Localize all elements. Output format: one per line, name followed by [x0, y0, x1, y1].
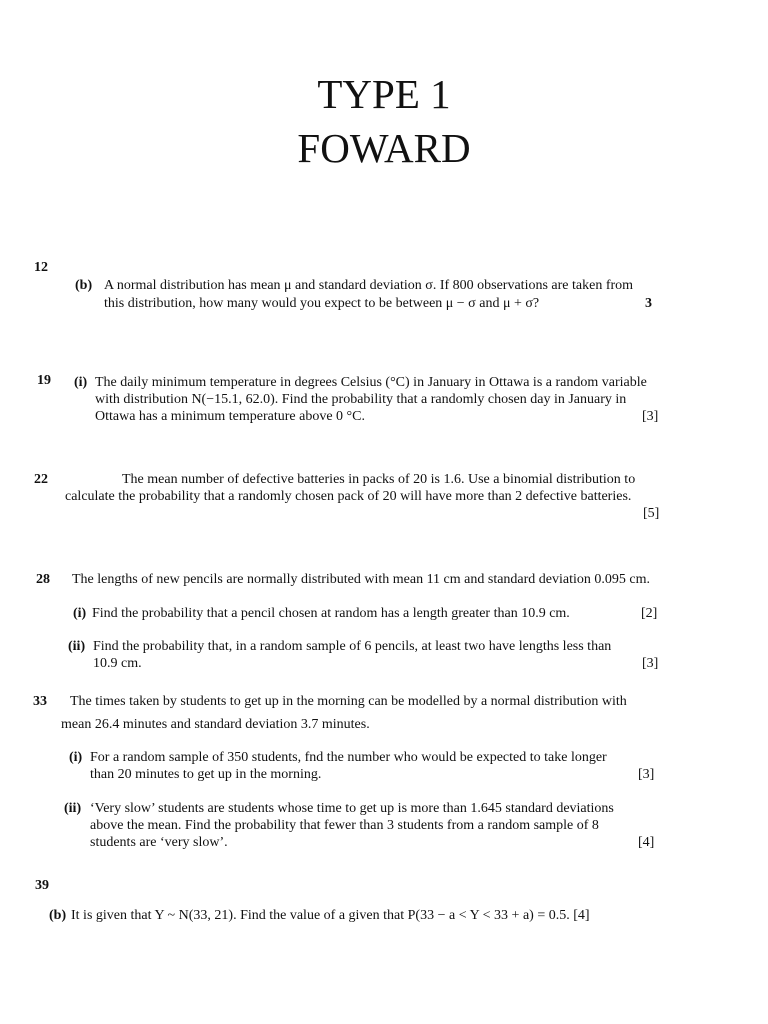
part-label: (b)	[75, 278, 93, 293]
part-label: (i)	[73, 606, 87, 621]
question-text-line: For a random sample of 350 students, fnd the number who would be expected to take longer	[90, 750, 607, 765]
question-text-line: The daily minimum temperature in degrees Celsius (°C) in January in Ottawa is a random variable	[95, 375, 647, 390]
question-number: 33	[33, 694, 47, 709]
question-text-line: than 20 minutes to get up in the morning.	[90, 767, 322, 782]
title-line-1: TYPE 1	[317, 71, 451, 117]
question-text-line: The mean number of defective batteries in packs of 20 is 1.6. Use a binomial distribution to	[122, 472, 636, 487]
mark-label: 3	[645, 296, 652, 311]
part-label: (i)	[69, 750, 83, 765]
question-text-line: students are ‘very slow’.	[90, 835, 228, 850]
question-text-line: Ottawa has a minimum temperature above 0 °C.	[95, 409, 365, 424]
mark-label: [3]	[642, 409, 659, 424]
question-stem: The times taken by students to get up in the morning can be modelled by a normal distribution with	[70, 694, 627, 709]
question-text-line: with distribution N(−15.1, 62.0). Find the probability that a randomly chosen day in January in	[95, 392, 627, 407]
question-text-line: above the mean. Find the probability that fewer than 3 students from a random sample of 8	[90, 818, 599, 833]
question-text-line: calculate the probability that a randomly chosen pack of 20 will have more than 2 defective batteries.	[65, 489, 632, 504]
part-label: (i)	[74, 375, 88, 390]
mark-label: [5]	[643, 506, 660, 521]
question-stem: The lengths of new pencils are normally distributed with mean 11 cm and standard deviation 0.095 cm.	[72, 572, 650, 587]
question-text-line: Find the probability that, in a random sample of 6 pencils, at least two have lengths less than	[93, 639, 612, 654]
mark-label: [3]	[642, 656, 659, 671]
question-number: 12	[34, 260, 48, 275]
question-number: 39	[35, 878, 49, 893]
question-text-line: A normal distribution has mean μ and standard deviation σ. If 800 observations are taken from	[104, 278, 634, 293]
question-text-line: It is given that Y ~ N(33, 21). Find the value of a given that P(33 − a < Y < 33 + a) = 0.5. [4]	[71, 908, 590, 923]
mark-label: [4]	[638, 835, 655, 850]
question-stem: mean 26.4 minutes and standard deviation 3.7 minutes.	[61, 717, 370, 732]
question-number: 22	[34, 472, 48, 487]
mark-label: [3]	[638, 767, 655, 782]
title-line-2: FOWARD	[297, 125, 471, 171]
question-number: 19	[37, 373, 51, 388]
part-label: (ii)	[68, 639, 86, 654]
part-label: (ii)	[64, 801, 82, 816]
question-text-line: this distribution, how many would you expect to be between μ − σ and μ + σ?	[104, 296, 540, 311]
mark-label: [2]	[641, 606, 658, 621]
question-number: 28	[36, 572, 50, 587]
question-text-line: ‘Very slow’ students are students whose time to get up is more than 1.645 standard deviations	[90, 801, 614, 816]
question-text-line: 10.9 cm.	[93, 656, 142, 671]
part-label: (b)	[49, 908, 67, 923]
question-text-line: Find the probability that a pencil chosen at random has a length greater than 10.9 cm.	[92, 606, 570, 621]
